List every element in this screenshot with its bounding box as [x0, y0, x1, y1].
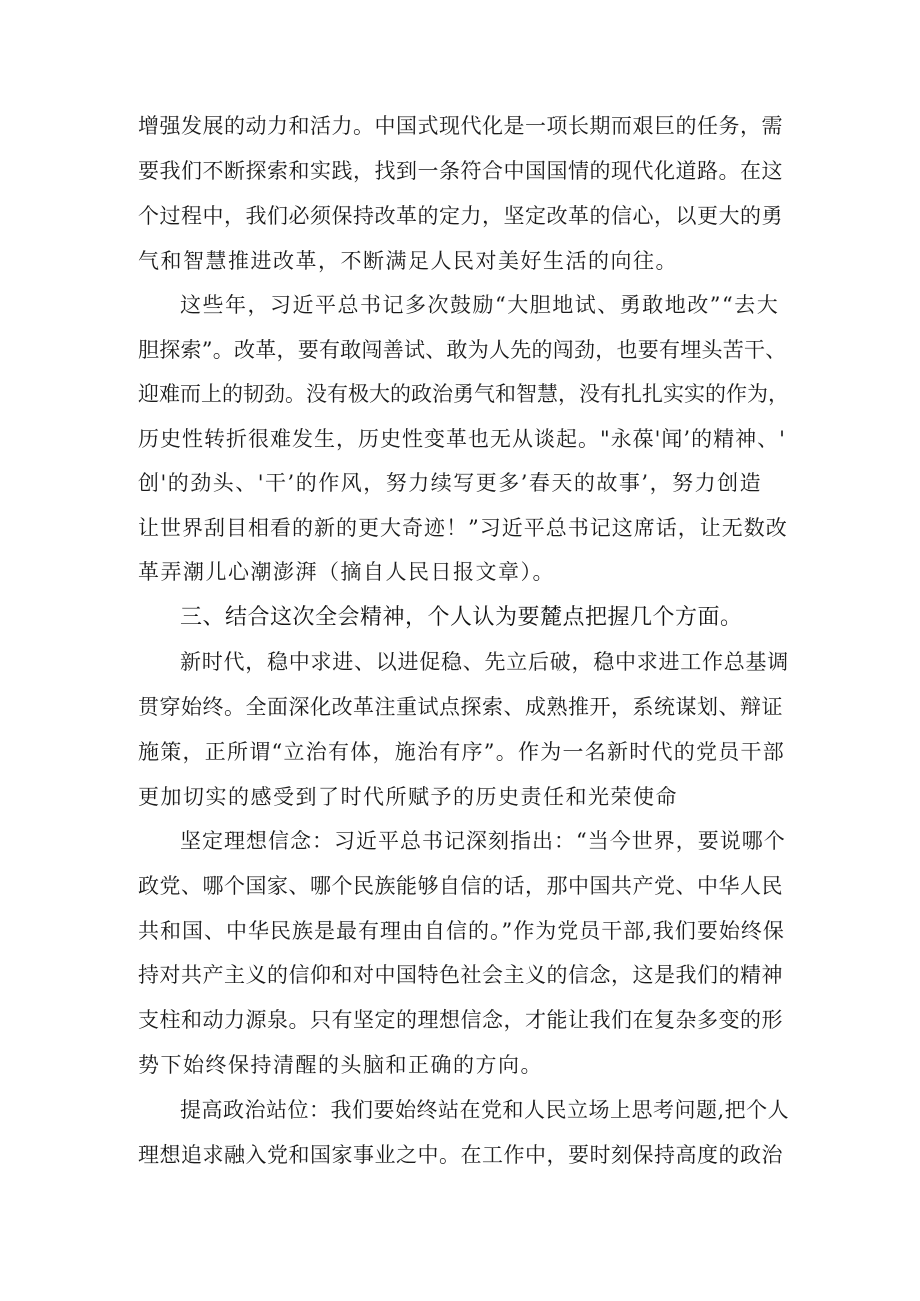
paragraph-4-line-2: 政党、哪个国家、哪个民族能够自信的话，那中国共产党、中华人民 [138, 874, 783, 898]
paragraph-3-line-4: 更加切实的感受到了时代所赋予的历史责任和光荣使命 [138, 785, 678, 809]
paragraph-3-line-1: 新时代，稳中求进、以进促稳、先立后破，稳中求进工作总基调 [180, 650, 789, 674]
paragraph-1-line-3: 个过程中，我们必须保持改革的定力，坚定改革的信心，以更大的勇 [138, 204, 783, 228]
paragraph-1-line-4: 气和智慧推进改革，不断满足人民对美好生活的向往。 [138, 249, 678, 273]
paragraph-5-line-1: 提高政治站位：我们要始终站在党和人民立场上思考问题,把个人 [180, 1098, 790, 1122]
paragraph-4-line-3: 共和国、中华民族是最有理由自信的。”作为党员干部,我们要始终保 [138, 919, 785, 943]
paragraph-1-line-1: 增强发展的动力和活力。中国式现代化是一项长期而艰巨的任务，需 [138, 114, 783, 138]
paragraph-5-line-2: 理想追求融入党和国家事业之中。在工作中，要时刻保持高度的政治 [138, 1143, 783, 1167]
paragraph-4-line-5: 支柱和动力源泉。只有坚定的理想信念，才能让我们在复杂多变的形 [138, 1008, 783, 1032]
paragraph-2-line-6: 让世界刮目相看的新的更大奇迹！”习近平总书记这席话，让无数改 [138, 516, 788, 540]
paragraph-3-line-2: 贯穿始终。全面深化改革注重试点探索、成熟推开，系统谋划、辩证 [138, 695, 783, 719]
paragraph-2-line-3: 迎难而上的韧劲。没有极大的政治勇气和智慧，没有扎扎实实的作为， [138, 382, 789, 406]
paragraph-2-line-5: 创'的劲头、'干’的作风，努力续写更多’春天的故事’，努力创造 [138, 471, 763, 495]
paragraph-4-line-1: 坚定理想信念：习近平总书记深刻指出：“当今世界，要说哪个 [180, 829, 786, 853]
paragraph-1-line-2: 要我们不断探索和实践，找到一条符合中国国情的现代化道路。在这 [138, 159, 783, 183]
paragraph-2-line-2: 胆探索”。改革，要有敢闯善试、敢为人先的闯劲，也要有埋头苦干、 [138, 338, 787, 362]
paragraph-3-line-3: 施策，正所谓“立治有体，施治有序”。作为一名新时代的党员干部 [138, 740, 785, 764]
paragraph-4-line-6: 势下始终保持清醒的头脑和正确的方向。 [138, 1053, 543, 1077]
paragraph-2-line-1: 这些年，习近平总书记多次鼓励“大胆地试、勇敢地改”“去大 [180, 293, 780, 317]
paragraph-2-line-7: 革弄潮儿心潮澎湃（摘自人民日报文章）。 [138, 560, 555, 584]
paragraph-4-line-4: 持对共产主义的信仰和对中国特色社会主义的信念，这是我们的精神 [138, 963, 783, 987]
section-heading: 三、结合这次全会精神，个人认为要麓点把握几个方面。 [180, 605, 743, 630]
paragraph-2-line-4: 历史性转折很难发生，历史性变革也无从谈起。"永葆'闻’的精神、' [138, 427, 786, 451]
